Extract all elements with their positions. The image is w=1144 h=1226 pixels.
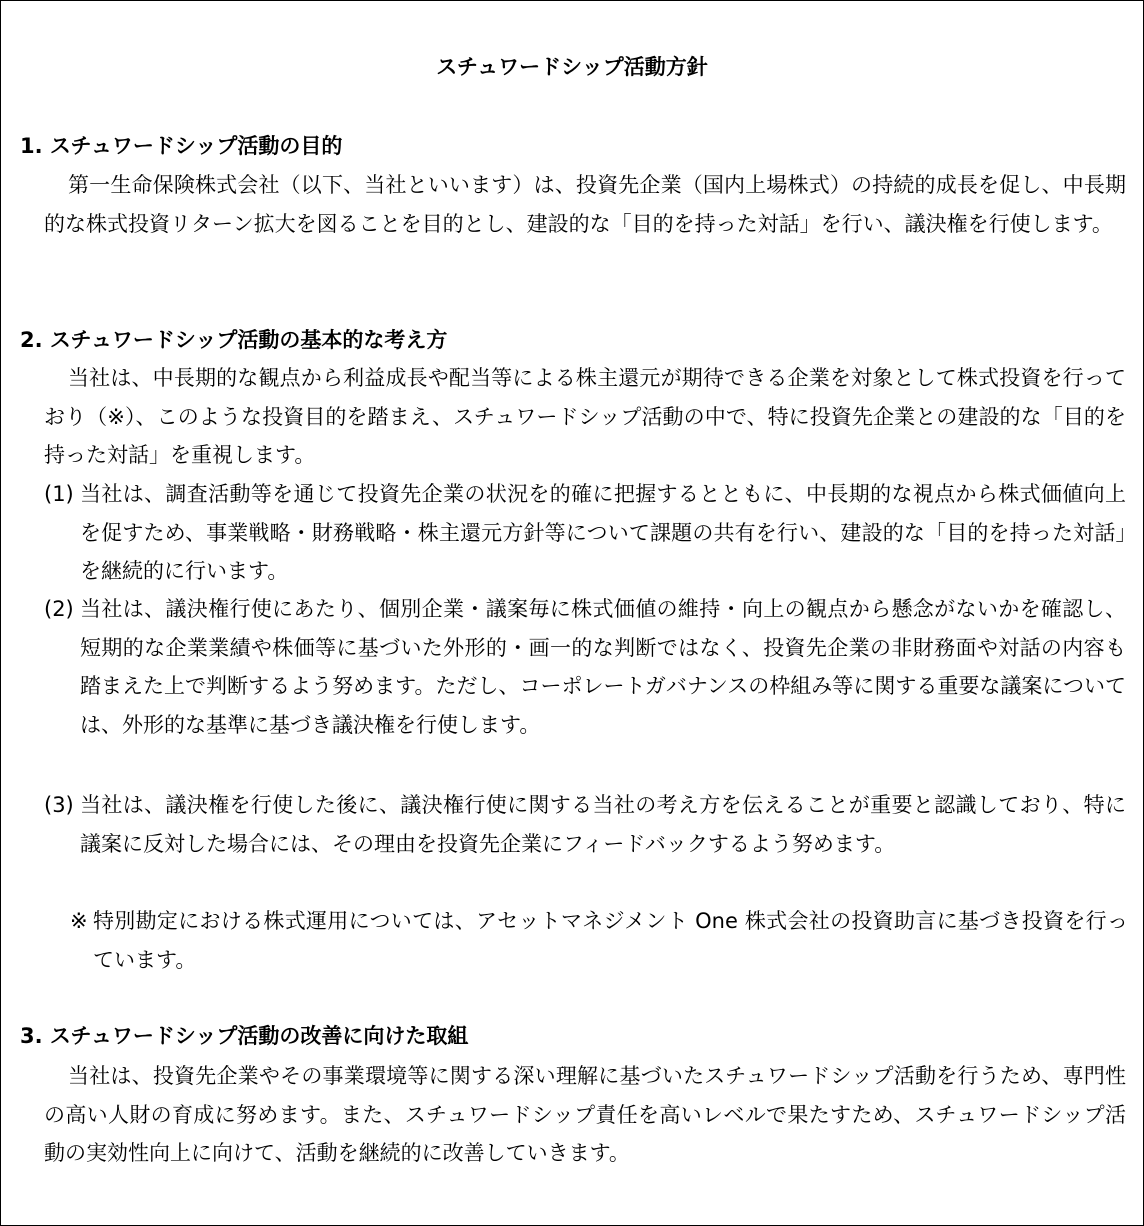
section-2-heading: 2. スチュワードシップ活動の基本的な考え方 bbox=[20, 328, 448, 352]
item-1-text: 当社は、調査活動等を通じて投資先企業の状況を的確に把握するとともに、中長期的な視点から株式価値向上を促すため、事業戦略・財務戦略・株主還元方針等について課題の共有を行い、建設的な「目的を持った対話」を継続的に行います。 bbox=[80, 482, 1126, 583]
item-3-number: (3) bbox=[44, 793, 74, 817]
item-1-number: (1) bbox=[44, 482, 74, 506]
item-3-text: 当社は、議決権を行使した後に、議決権行使に関する当社の考え方を伝えることが重要と認識しており、特に議案に反対した場合には、その理由を投資先企業にフィードバックするよう努めます。 bbox=[80, 793, 1126, 856]
section-3-body: 当社は、投資先企業やその事業環境等に関する深い理解に基づいたスチュワードシップ活動を行うため、専門性の高い人財の育成に努めます。また、スチュワードシップ責任を高いレベルで果たすため、スチュワードシップ活動の実効性向上に向けて、活動を継続的に改善していきます。 bbox=[44, 1064, 1126, 1165]
item-2-text: 当社は、議決権行使にあたり、個別企業・議案毎に株式価値の維持・向上の観点から懸念がないかを確認し、短期的な企業業績や株価等に基づいた外形的・画一的な判断ではなく、投資先企業の非財務面や対話の内容も踏まえた上で判断するよう努めます。ただし、コーポレートガバナンスの枠組み等に関する重要な議案については、外形的な基準に基づき議決権を行使します。 bbox=[80, 597, 1126, 737]
section-1-body: 第一生命保険株式会社（以下、当社といいます）は、投資先企業（国内上場株式）の持続的成長を促し、中長期的な株式投資リターン拡大を図ることを目的とし、建設的な「目的を持った対話」を行い、議決権を行使します。 bbox=[44, 173, 1126, 236]
document-title: スチュワードシップ活動方針 bbox=[436, 55, 708, 79]
note-mark: ※ bbox=[70, 909, 88, 933]
note-text: 特別勘定における株式運用については、アセットマネジメント One 株式会社の投資助言に基づき投資を行っています。 bbox=[93, 909, 1128, 972]
section-3-heading: 3. スチュワードシップ活動の改善に向けた取組 bbox=[20, 1024, 469, 1048]
section-2-body: 当社は、中長期的な観点から利益成長や配当等による株主還元が期待できる企業を対象として株式投資を行っており（※）、このような投資目的を踏まえ、スチュワードシップ活動の中で、特に投資先企業との建設的な「目的を持った対話」を重視します。 bbox=[44, 366, 1126, 467]
section-1-heading: 1. スチュワードシップ活動の目的 bbox=[20, 134, 343, 158]
item-2-number: (2) bbox=[44, 597, 74, 621]
